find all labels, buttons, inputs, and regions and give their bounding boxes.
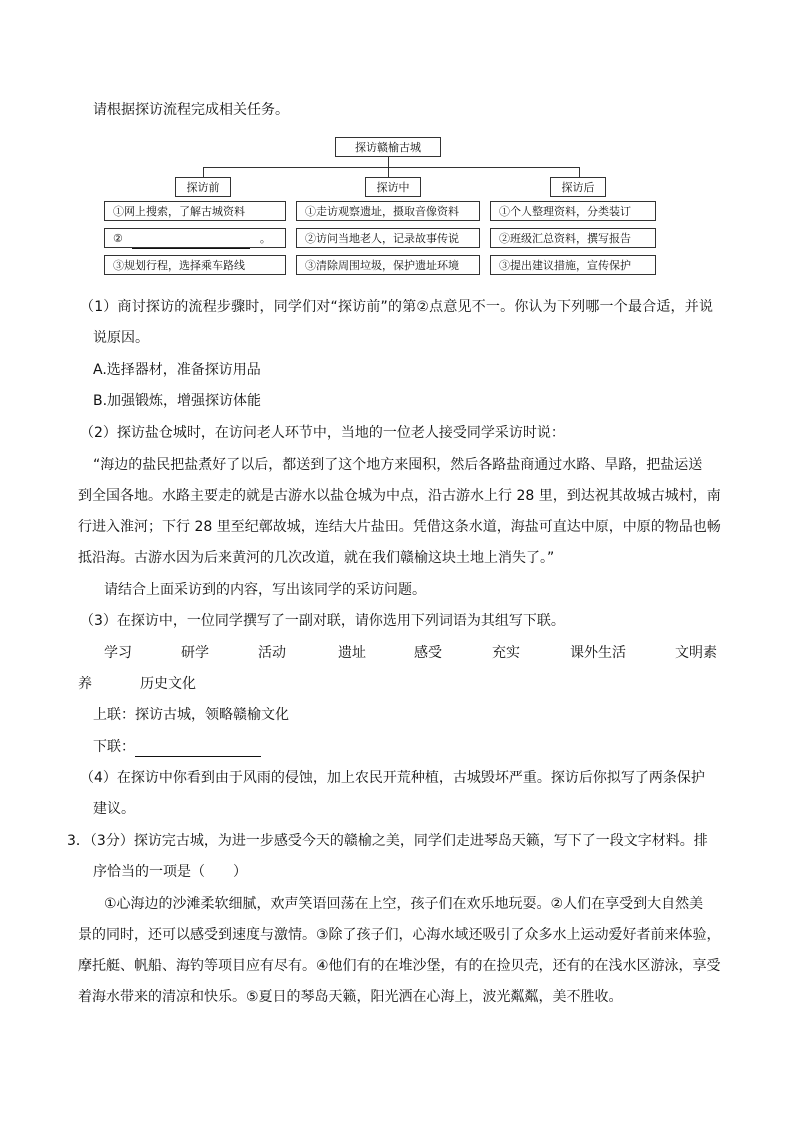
couplet-lower — [93, 737, 261, 757]
connector-line — [388, 167, 389, 177]
q5-line: 3．（3分）探访完古城，为进一步感受今天的赣榆之美，同学们走进琴岛天籁，写下了一段文字材料。排 — [67, 833, 708, 849]
passage-line: 摩托艇、帆船、海钓等项目应有尽有。④他们有的在堆沙堡，有的在捡贝壳，还有的在浅水区游泳，享受 — [78, 958, 721, 974]
flow-item-suffix: 。 — [259, 232, 271, 245]
quote-line: 行进入淮河；下行 28 里至纪鄣故城，连结大片盐田。凭借这条水道，海盐可直达中原，中原的物品也畅 — [78, 519, 721, 535]
intro-text: 请根据探访流程完成相关任务。 — [93, 102, 289, 118]
flow-item: ②访问当地老人，记录故事传说 — [296, 228, 480, 248]
word-option: 课外生活 — [570, 645, 626, 661]
word-option: 活动 — [258, 645, 286, 661]
word-option: 遗址 — [338, 645, 366, 661]
word-option: 学习 — [104, 645, 132, 661]
q1-line: 说原因。 — [93, 330, 149, 346]
quote-line: 到全国各地。水路主要走的就是古游水以盐仓城为中点，沿古游水上行 28 里，到达祝其故城古城村，南 — [78, 488, 721, 504]
flow-item: ①网上搜索，了解古城资料 — [104, 201, 286, 221]
word-option: 历史文化 — [140, 676, 196, 692]
flow-item: ①走访观察遗址，摄取音像资料 — [296, 201, 480, 221]
column-header-after: 探访后 — [550, 177, 606, 197]
word-option: 研学 — [181, 645, 209, 661]
q1-option-a: A.选择器材，准备探访用品 — [93, 362, 261, 378]
word-option: 充实 — [492, 645, 520, 661]
word-option: 养 — [78, 676, 92, 692]
flow-item: ③清除周围垃圾，保护遗址环境 — [296, 255, 480, 275]
passage-line: 着海水带来的清凉和快乐。⑤夏日的琴岛天籁，阳光洒在心海上，波光粼粼，美不胜收。 — [78, 989, 623, 1005]
word-option: 文明素 — [675, 645, 717, 661]
couplet-lower-label: 下联： — [93, 739, 135, 755]
flowchart-title: 探访赣榆古城 — [335, 137, 441, 157]
q5-line: 序恰当的一项是（ ） — [93, 864, 247, 880]
q2-prompt: 请结合上面采访到的内容，写出该同学的采访问题。 — [104, 582, 426, 598]
q1-option-b: B.加强锻炼，增强探访体能 — [93, 393, 262, 409]
connector-line — [388, 157, 389, 167]
couplet-upper: 上联：探访古城，领略赣榆文化 — [93, 707, 289, 723]
word-option: 感受 — [414, 645, 442, 661]
q4-line: （4）在探访中你看到由于风雨的侵蚀，加上农民开荒种植，古城毁坏严重。探访后你拟写了两条保护 — [80, 770, 705, 786]
connector-line — [203, 167, 580, 168]
quote-line: 抵沿海。古游水因为后来黄河的几次改道，就在我们赣榆这块土地上消失了。” — [78, 550, 555, 566]
passage-line: ①心海边的沙滩柔软细腻，欢声笑语回荡在上空，孩子们在欢乐地玩耍。②人们在享受到大自然美 — [104, 896, 704, 912]
passage-line: 景的同时，还可以感受到速度与激情。③除了孩子们，心海水域还吸引了众多水上运动爱好者前来体验， — [78, 927, 721, 943]
q3-line: （3）在探访中，一位同学撰写了一副对联，请你选用下列词语为其组写下联。 — [80, 613, 565, 629]
q1-line: （1）商讨探访的流程步骤时，同学们对“探访前”的第②点意见不一。你认为下列哪一个最合适，并说 — [80, 299, 714, 315]
answer-blank[interactable] — [132, 234, 250, 249]
flow-item: ②班级汇总资料，撰写报告 — [490, 228, 656, 248]
q2-line: （2）探访盐仓城时，在访问老人环节中，当地的一位老人接受同学采访时说： — [80, 425, 565, 441]
flow-item-number: ② — [113, 232, 123, 245]
connector-line — [203, 167, 204, 177]
answer-blank[interactable] — [135, 740, 261, 757]
connector-line — [579, 167, 580, 177]
flow-item: ③规划行程，选择乘车路线 — [104, 255, 286, 275]
quote-line: “海边的盐民把盐煮好了以后，都送到了这个地方来囤积，然后各路盐商通过水路、旱路，把盐运送 — [93, 457, 703, 473]
column-header-during: 探访中 — [365, 177, 421, 197]
flow-item: ①个人整理资料，分类装订 — [490, 201, 656, 221]
flow-item: ③提出建议措施，宣传保护 — [490, 255, 656, 275]
column-header-before: 探访前 — [175, 177, 231, 197]
q4-line: 建议。 — [93, 801, 135, 817]
flow-item-blank — [104, 228, 286, 248]
